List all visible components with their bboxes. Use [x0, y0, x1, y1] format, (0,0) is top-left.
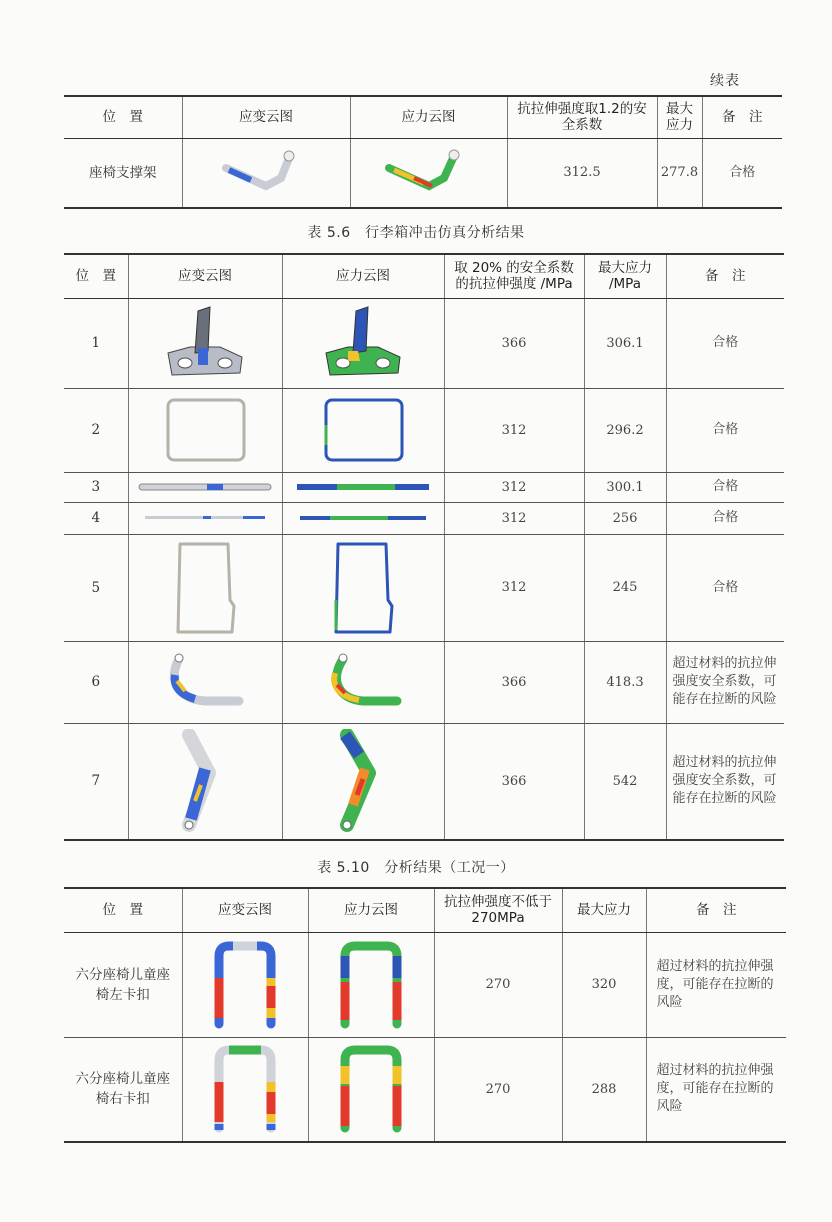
clip-right-stress-image [308, 1037, 434, 1142]
strain-image [182, 138, 350, 208]
row-6-max-stress: 418.3 [584, 641, 666, 723]
header-note: 备 注 [702, 96, 782, 138]
row-7-stress-image [282, 723, 444, 840]
row-3-max-stress: 300.1 [584, 472, 666, 502]
header-strength: 取 20% 的安全系数的抗拉伸强度 /MPa [444, 254, 584, 298]
row-2-position: 2 [64, 388, 128, 472]
strength-value: 312.5 [507, 138, 657, 208]
row-5-note: 合格 [666, 534, 784, 641]
row-7-position: 7 [64, 723, 128, 840]
row-4-max-stress: 256 [584, 502, 666, 534]
row-2-strain-image [128, 388, 282, 472]
header-strain: 应变云图 [182, 888, 308, 932]
row-1-strain-image [128, 298, 282, 388]
row-4-position: 4 [64, 502, 128, 534]
clip-right-position: 六分座椅儿童座椅右卡扣 [64, 1037, 182, 1142]
row-6-position: 6 [64, 641, 128, 723]
row-5-strength: 312 [444, 534, 584, 641]
header-stress-plot: 应力云图 [282, 254, 444, 298]
row-1-stress-image [282, 298, 444, 388]
row-position: 座椅支撑架 [64, 138, 182, 208]
header-note: 备 注 [646, 888, 786, 932]
header-position: 位 置 [64, 254, 128, 298]
note-value: 合格 [702, 138, 782, 208]
row-1-strength: 366 [444, 298, 584, 388]
clip-left-note: 超过材料的抗拉伸强度，可能存在拉断的风险 [646, 932, 786, 1037]
row-4-strength: 312 [444, 502, 584, 534]
header-max-stress: 最大应力 [657, 96, 702, 138]
clip-left-strain-image [182, 932, 308, 1037]
row-2-max-stress: 296.2 [584, 388, 666, 472]
row-3-strain-image [128, 472, 282, 502]
header-position: 位 置 [64, 888, 182, 932]
max-stress-value: 277.8 [657, 138, 702, 208]
header-note: 备 注 [666, 254, 784, 298]
table-top [64, 95, 782, 209]
row-6-strain-image [128, 641, 282, 723]
header-strain: 应变云图 [182, 96, 350, 138]
clip-left-max-stress: 320 [562, 932, 646, 1037]
row-4-stress-image [282, 502, 444, 534]
row-4-note: 合格 [666, 502, 784, 534]
row-4-strain-image [128, 502, 282, 534]
header-max-stress: 最大应力 [562, 888, 646, 932]
row-7-note: 超过材料的抗拉伸强度安全系数，可能存在拉断的风险 [666, 723, 784, 840]
row-1-note: 合格 [666, 298, 784, 388]
table-5-10 [64, 887, 786, 1143]
row-6-strength: 366 [444, 641, 584, 723]
clip-left-strength: 270 [434, 932, 562, 1037]
header-strength: 抗拉伸强度不低于 270MPa [434, 888, 562, 932]
row-3-stress-image [282, 472, 444, 502]
row-7-strain-image [128, 723, 282, 840]
clip-right-strain-image [182, 1037, 308, 1142]
stress-image [350, 138, 507, 208]
row-2-note: 合格 [666, 388, 784, 472]
row-1-max-stress: 306.1 [584, 298, 666, 388]
table-5-9 [64, 253, 784, 841]
row-1-position: 1 [64, 298, 128, 388]
clip-right-note: 超过材料的抗拉伸强度，可能存在拉断的风险 [646, 1037, 786, 1142]
row-2-stress-image [282, 388, 444, 472]
header-stress-plot: 应力云图 [308, 888, 434, 932]
header-stress-plot: 应力云图 [350, 96, 507, 138]
row-5-position: 5 [64, 534, 128, 641]
header-position: 位 置 [64, 96, 182, 138]
row-6-note: 超过材料的抗拉伸强度安全系数，可能存在拉断的风险 [666, 641, 784, 723]
row-3-note: 合格 [666, 472, 784, 502]
clip-left-stress-image [308, 932, 434, 1037]
row-7-strength: 366 [444, 723, 584, 840]
clip-right-max-stress: 288 [562, 1037, 646, 1142]
caption-table-5-10: 表 5.10 分析结果（工况一） [317, 860, 515, 876]
clip-right-strength: 270 [434, 1037, 562, 1142]
row-3-position: 3 [64, 472, 128, 502]
row-5-stress-image [282, 534, 444, 641]
row-7-max-stress: 542 [584, 723, 666, 840]
clip-left-position: 六分座椅儿童座椅左卡扣 [64, 932, 182, 1037]
continued-label: 续表 [710, 73, 740, 89]
row-6-stress-image [282, 641, 444, 723]
row-3-strength: 312 [444, 472, 584, 502]
header-strength: 抗拉伸强度取1.2的安全系数 [507, 96, 657, 138]
header-strain: 应变云图 [128, 254, 282, 298]
row-5-max-stress: 245 [584, 534, 666, 641]
caption-table-5-9: 表 5.6 行李箱冲击仿真分析结果 [307, 225, 525, 241]
row-2-strength: 312 [444, 388, 584, 472]
row-5-strain-image [128, 534, 282, 641]
header-max-stress: 最大应力 /MPa [584, 254, 666, 298]
